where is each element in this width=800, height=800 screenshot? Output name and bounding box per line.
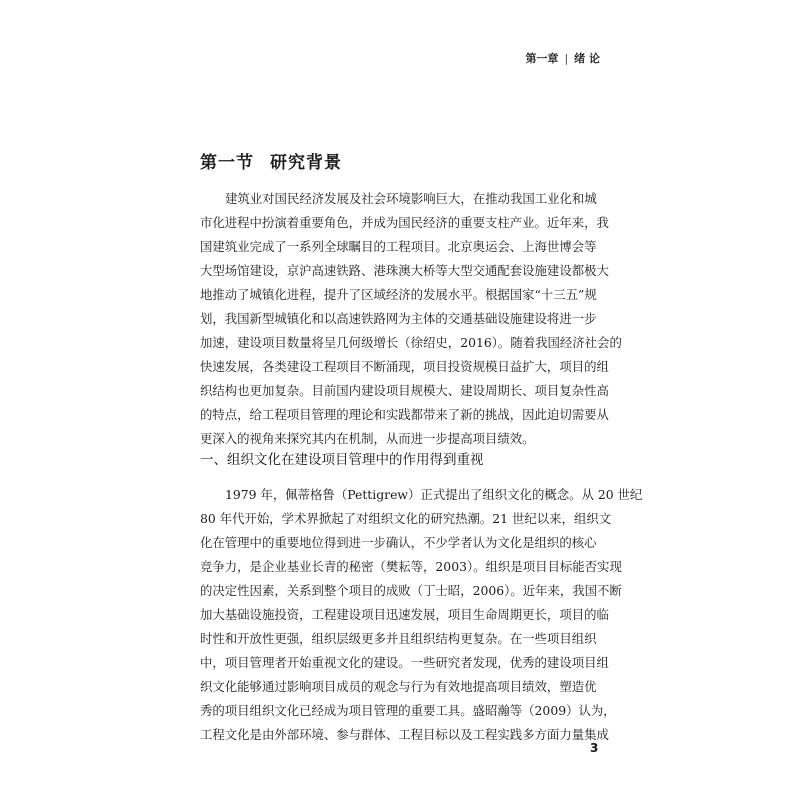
text-line: 国建筑业完成了一系列全球瞩目的工程项目。北京奥运会、上海世博会等 [200,239,597,254]
paragraph-org-culture [200,483,643,747]
text-line: 的特点，给工程项目管理的理论和实践都带来了新的挑战，因此迫切需要从 [200,407,609,422]
subheading-org-culture: 一、组织文化在建设项目管理中的作用得到重视 [200,452,484,468]
text-line: 划，我国新型城镇化和以高速铁路网为主体的交通基础设施建设将进一步 [200,311,597,326]
text-line: 工程文化是由外部环境、参与群体、工程目标以及工程实践多方面力量集成 [200,727,609,742]
running-head-chapter: 第一章 [525,52,559,65]
running-head [525,50,600,66]
text-line: 快速发展，各类建设工程项目不断涌现，项目投资规模日益扩大，项目的组 [200,359,609,374]
running-head-separator: | [564,51,569,65]
text-line: 加大基础设施投资，工程建设项目迅速发展，项目生命周期更长，项目的临 [200,607,609,622]
text-line: 建筑业对国民经济发展及社会环境影响巨大，在推动我国工业化和城 [225,191,597,206]
text-line: 地推动了城镇化进程，提升了区域经济的发展水平。根据国家“十三五”规 [200,287,597,302]
text-line: 80 年代开始，学术界掀起了对组织文化的研究热潮。21 世纪以来，组织文 [200,511,612,526]
text-line: 时性和开放性更强，组织层级更多并且组织结构更复杂。在一些项目组织 [200,631,597,646]
page-number: 3 [590,741,599,755]
text-line: 秀的项目组织文化已经成为项目管理的重要工具。盛昭瀚等（2009）认为， [200,703,616,718]
text-line: 更深入的视角来探究其内在机制，从而进一步提高项目绩效。 [200,431,535,446]
text-line: 大型场馆建设，京沪高速铁路、港珠澳大桥等大型交通配套设施建设都极大 [200,263,609,278]
text-line: 1979 年，佩蒂格鲁（Pettigrew）正式提出了组织文化的概念。从 20 世纪 [225,487,643,502]
text-line: 竞争力，是企业基业长青的秘密（樊耘等，2003）。组织是项目目标能否实现 [200,559,622,574]
section-number: 第一节 [200,153,254,173]
text-line: 市化进程中扮演着重要角色，并成为国民经济的重要支柱产业。近年来，我 [200,215,609,230]
text-line: 织结构也更加复杂。目前国内建设项目规模大、建设周期长、项目复杂性高 [200,383,609,398]
text-line: 加速，建设项目数量将呈几何级增长（徐绍史，2016）。随着我国经济社会的 [200,335,622,350]
text-line: 的决定性因素，关系到整个项目的成败（丁士昭，2006）。近年来，我国不断 [200,583,622,598]
text-line: 中，项目管理者开始重视文化的建设。一些研究者发现，优秀的建设项目组 [200,655,609,670]
text-line: 化在管理中的重要地位得到进一步确认，不少学者认为文化是组织的核心 [200,535,597,550]
section-title: 研究背景 [270,153,342,173]
running-head-title: 绪 论 [574,52,600,65]
section-heading [200,148,342,173]
paragraph-research-background [200,187,622,451]
text-line: 织文化能够通过影响项目成员的观念与行为有效地提高项目绩效，塑造优 [200,679,597,694]
